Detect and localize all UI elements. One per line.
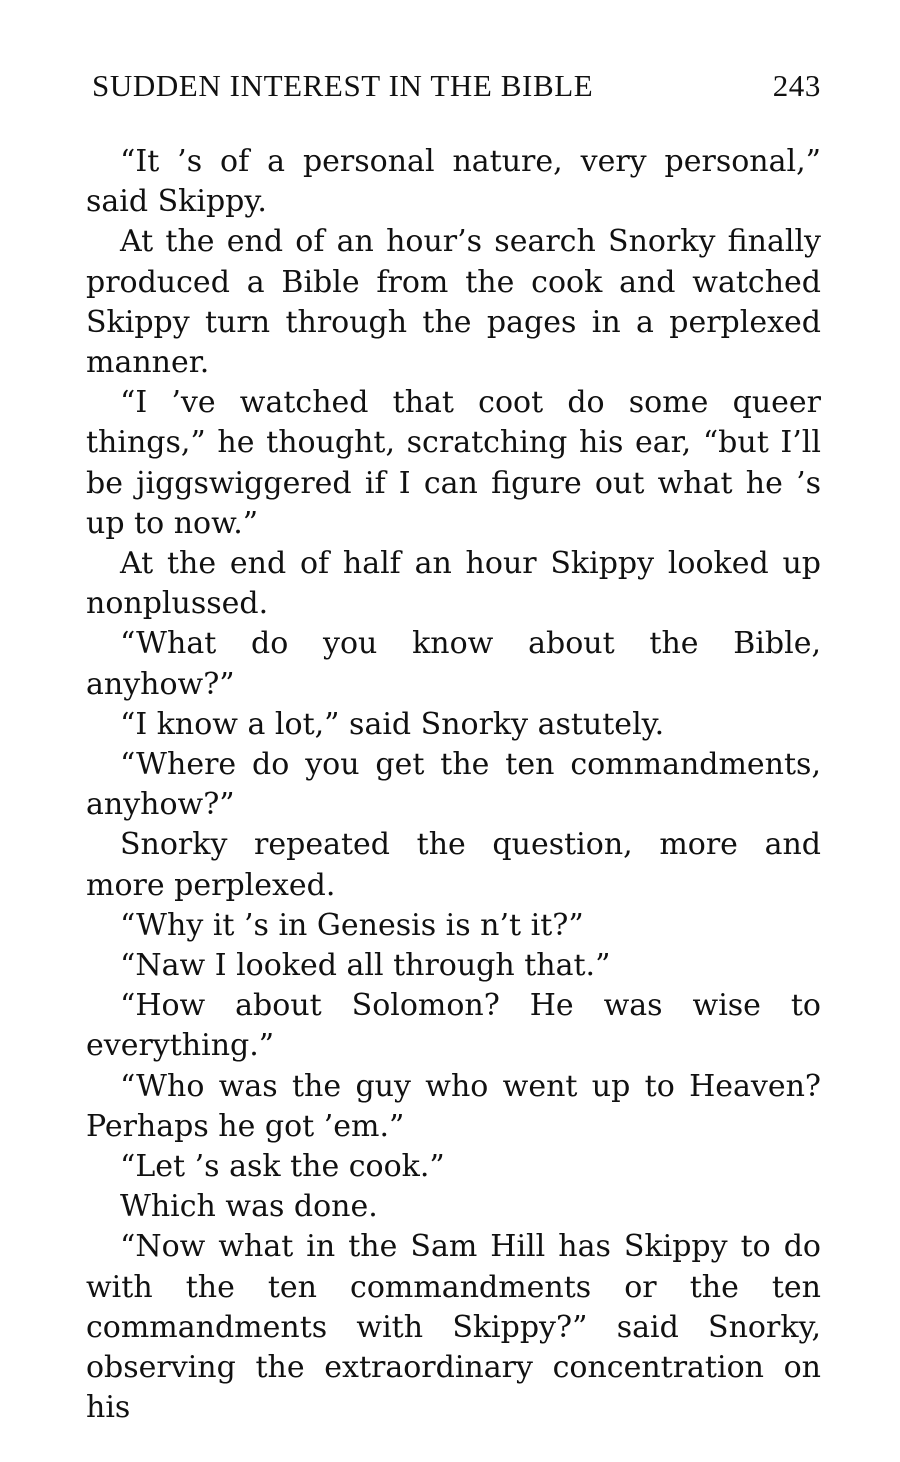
book-page — [86, 68, 821, 1429]
paragraph: Snorky repeated the question, more and more perplexed. — [86, 827, 821, 903]
paragraph: At the end of half an hour Skippy looked up nonplussed. — [86, 546, 821, 622]
paragraph: “Where do you get the ten commandments, anyhow?” — [86, 747, 821, 823]
paragraph: “How about Solomon? He was wise to everything.” — [86, 988, 821, 1064]
chapter-title: SUDDEN INTEREST IN THE BIBLE — [92, 68, 594, 103]
paragraph: “It ’s of a personal nature, very personal,” said Skippy. — [86, 144, 821, 220]
page-number: 243 — [772, 68, 821, 103]
running-head — [86, 68, 821, 114]
paragraph: “Naw I looked all through that.” — [120, 948, 611, 984]
paragraph: “I ’ve watched that coot do some queer things,” he thought, scratching his ear, “but I’ll be jiggswiggered if I can figure out what he ’s up to now.” — [86, 385, 821, 541]
paragraph: “I know a lot,” said Snorky astutely. — [120, 706, 665, 742]
paragraph: “Let ’s ask the cook.” — [120, 1149, 445, 1185]
paragraph: “Why it ’s in Genesis is n’t it?” — [120, 907, 584, 943]
paragraph: “What do you know about the Bible, anyhow?” — [86, 626, 821, 702]
body-text — [86, 142, 821, 1429]
paragraph: “Now what in the Sam Hill has Skippy to do with the ten commandments or the ten commandments with Skippy?” said Snorky, observing the extraordinary concentration on his — [86, 1229, 821, 1426]
paragraph: Which was done. — [120, 1189, 378, 1225]
paragraph: At the end of an hour’s search Snorky finally produced a Bible from the cook and watched Skippy turn through the pages in a perplexed manner. — [86, 224, 821, 381]
paragraph: “Who was the guy who went up to Heaven? Perhaps he got ’em.” — [86, 1068, 821, 1144]
